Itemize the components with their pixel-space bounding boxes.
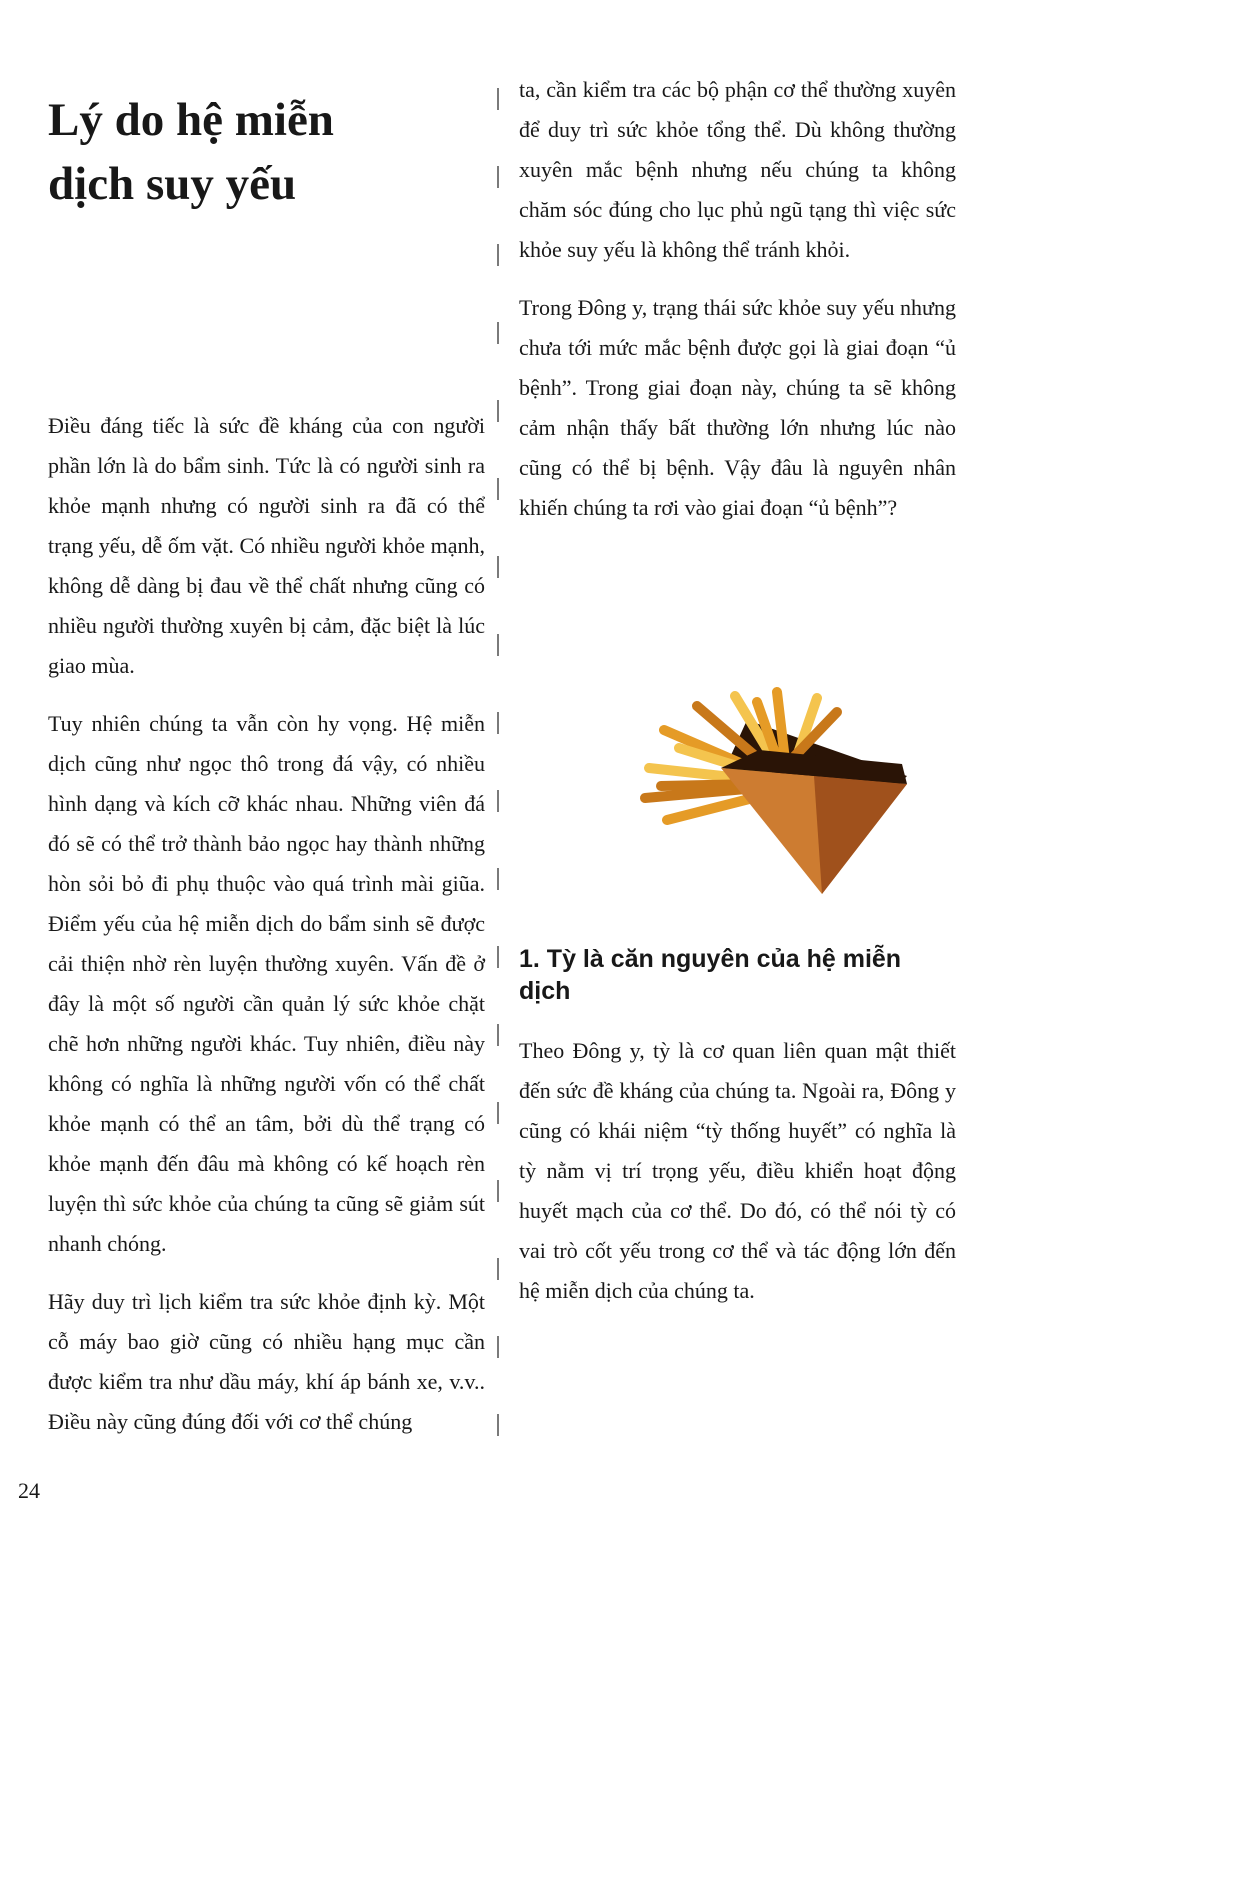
section-heading: 1. Tỳ là căn nguyên của hệ miễn dịch — [519, 945, 902, 1005]
page-number: 24 — [18, 1478, 40, 1503]
cone-front-shadow — [814, 776, 907, 894]
paragraph: Trong Đông y, trạng thái sức khỏe suy yếu nhưng chưa tới mức mắc bệnh được gọi là giai đoạn “ủ bệnh”. Trong giai đoạn này, chúng ta sẽ không cảm nhận thấy bất thường lớn nhưng lúc nào cũng có thể bị bệnh. Vậy đâu là nguyên nhân khiến chúng ta rơi vào giai đoạn “ủ bệnh”? — [519, 295, 956, 520]
left-column — [48, 88, 485, 1460]
page-title: Lý do hệ miễn dịch suy yếu — [48, 94, 334, 210]
fries-cone-illustration — [609, 668, 914, 903]
paragraph: Điều đáng tiếc là sức đề kháng của con người phần lớn là do bẩm sinh. Tức là có người sinh ra khỏe mạnh nhưng có người sinh ra đã có thể trạng yếu, dễ ốm vặt. Có nhiều người khỏe mạnh, không dễ dàng bị đau về thể chất nhưng cũng có nhiều người thường xuyên bị cảm, đặc biệt là lúc giao mùa. — [48, 413, 485, 678]
column-divider — [497, 88, 499, 1444]
paragraph: Theo Đông y, tỳ là cơ quan liên quan mật thiết đến sức đề kháng của chúng ta. Ngoài ra, Đông y cũng có khái niệm “tỳ thống huyết” có nghĩa là tỳ nằm vị trí trọng yếu, điều khiển hoạt động huyết mạch của cơ thể. Do đó, có thể nói tỳ có vai trò cốt yếu trong cơ thể và tác động lớn đến hệ miễn dịch của chúng ta. — [519, 1038, 956, 1303]
paragraph: ta, cần kiểm tra các bộ phận cơ thể thường xuyên để duy trì sức khỏe tổng thể. Dù không thường xuyên mắc bệnh nhưng nếu chúng ta không chăm sóc đúng cho lục phủ ngũ tạng thì việc sức khỏe suy yếu là không thể tránh khỏi. — [519, 77, 956, 262]
paragraph: Hãy duy trì lịch kiểm tra sức khỏe định kỳ. Một cỗ máy bao giờ cũng có nhiều hạng mục cần được kiểm tra như dầu máy, khí áp bánh xe, v.v.. Điều này cũng đúng đối với cơ thể chúng — [48, 1289, 485, 1434]
fries-cone-photo — [609, 668, 914, 903]
right-column — [519, 70, 956, 1329]
paragraph: Tuy nhiên chúng ta vẫn còn hy vọng. Hệ miễn dịch cũng như ngọc thô trong đá vậy, có nhiều hình dạng và kích cỡ khác nhau. Những viên đá đó sẽ có thể trở thành bảo ngọc hay thành những hòn sỏi bỏ đi phụ thuộc vào quá trình mài giũa. Điểm yếu của hệ miễn dịch do bẩm sinh sẽ được cải thiện nhờ rèn luyện thường xuyên. Vấn đề ở đây là một số người cần quản lý sức khỏe chặt chẽ hơn những người khác. Tuy nhiên, điều này không có nghĩa là những người vốn có thể chất khỏe mạnh có thể an tâm, bởi dù thể trạng có khỏe mạnh đến đâu mà không có kế hoạch rèn luyện thì sức khỏe của chúng ta cũng sẽ giảm sút nhanh chóng. — [48, 711, 485, 1256]
